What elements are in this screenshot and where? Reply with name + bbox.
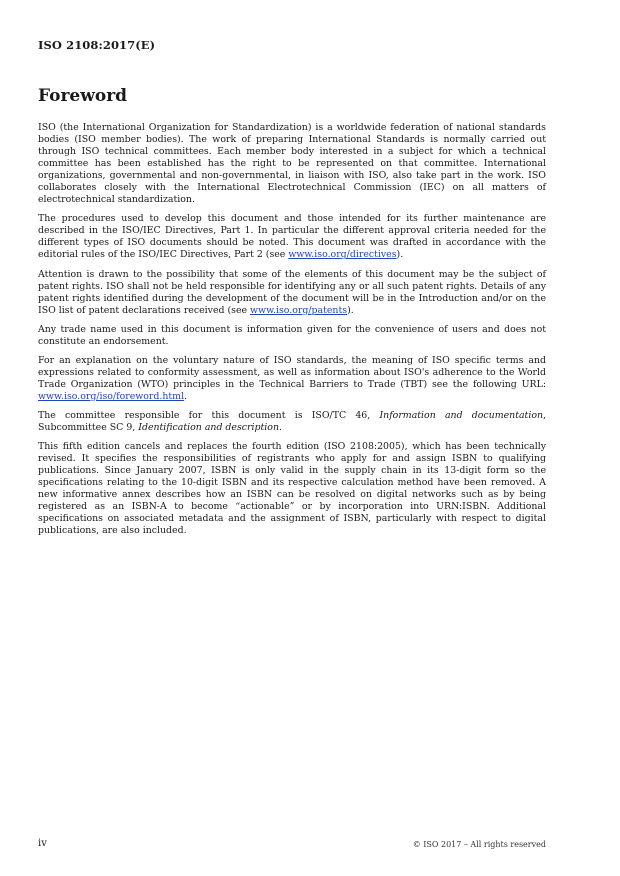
- paragraph-text: .: [278, 422, 282, 434]
- paragraph-edition: This fifth edition cancels and replaces the fourth edition (ISO 2108:2005), which has been technically revised. It specifies the responsibilities of registrants who apply for and assign ISBN to qualifying publications. Since January 2007, ISBN is only valid in the supply chain in its 13-digit form so the specifications relating to the 10-digit ISBN and its respective calculation method have been removed. A new informative annex describes how an ISBN can be resolved on digital networks such as by being registered as an ISBN-A to become “actionable” or by incorporation into URN:ISBN. Additional specifications on associated metadata and the assignment of ISBN, particularly with respect to digital publications, are also included.: [38, 441, 546, 537]
- paragraph-text: ).: [396, 249, 404, 261]
- paragraph-trade-name: Any trade name used in this document is information given for the convenience of users and does not constitute an endorsement.: [38, 323, 546, 347]
- document-id: ISO 2108:2017(E): [38, 38, 156, 52]
- paragraph-committee: [38, 410, 546, 434]
- paragraph-text: Attention is drawn to the possibility that some of the elements of this document may be the subject of patent rights. ISO shall not be held responsible for identifying any or all such patent rights. Details of any patent rights identified during the development of the document will be in the Introduction and/or on the ISO list of patent declarations received (see: [38, 268, 546, 316]
- paragraph-voluntary-nature: [38, 355, 546, 403]
- subcommittee-title: Identification and description: [138, 422, 279, 434]
- patents-link[interactable]: www.iso.org/patents: [250, 304, 348, 316]
- paragraph-text: The committee responsible for this document is ISO/TC 46,: [38, 409, 380, 421]
- paragraph-text: .: [184, 390, 188, 402]
- paragraph-text: , Subcommittee SC 9,: [38, 409, 546, 434]
- paragraph-text: For an explanation on the voluntary nature of ISO standards, the meaning of ISO specific terms and expressions related to conformity assessment, as well as information about ISO's adherence to the World Trade Organization (WTO) principles in the Technical Barriers to Trade (TBT) see the following URL:: [38, 354, 546, 390]
- paragraph-iso-intro: ISO (the International Organization for Standardization) is a worldwide federation of national standards bodies (ISO member bodies). The work of preparing International Standards is normally carried out through ISO technical committees. Each member body interested in a subject for which a technical committee has been established has the right to be represented on that committee. International organizations, governmental and non-governmental, in liaison with ISO, also take part in the work. ISO collaborates closely with the International Electrotechnical Commission (IEC) on all matters of electrotechnical standardization.: [38, 122, 546, 206]
- copyright-notice: © ISO 2017 – All rights reserved: [412, 840, 546, 849]
- foreword-body: [38, 122, 546, 544]
- paragraph-text: The procedures used to develop this document and those intended for its further maintenance are described in the ISO/IEC Directives, Part 1. In particular the different approval criteria needed for the different types of ISO documents should be noted. This document was drafted in accordance with the editorial rules of the ISO/IEC Directives, Part 2 (see: [38, 213, 546, 261]
- foreword-link[interactable]: www.iso.org/iso/foreword.html: [38, 390, 185, 402]
- page-number: iv: [38, 838, 47, 849]
- page-title: Foreword: [38, 86, 128, 106]
- paragraph-text: ).: [347, 304, 354, 316]
- directives-link[interactable]: www.iso.org/directives: [288, 249, 397, 261]
- paragraph-patents: [38, 269, 546, 317]
- committee-title: Information and documentation: [379, 409, 544, 421]
- paragraph-procedures: [38, 213, 546, 261]
